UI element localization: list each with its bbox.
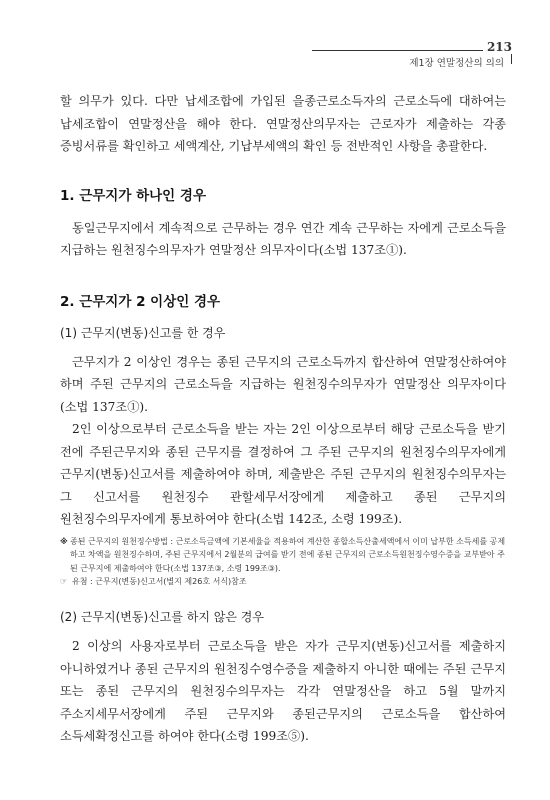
- section-2-title: 2. 근무지가 2 이상인 경우: [60, 293, 221, 310]
- note-text: 종된 근무지의 원천징수방법 : 근로소득금액에 기본세율을 적용하여 계산한 종합소득산출세액에서 이미 납부한 소득세를 공제하고 차액을 원천징수하며, 주된 근무지에서 2월분의 급여를 받기 전에 종된 근무지의 근로소득원천징수영수증을 교부받아 주된 근무지에 제출하여야 한다(소법 137조③, 소령 199조③).: [70, 536, 506, 573]
- page-header: [312, 40, 512, 70]
- page-number: 213: [483, 40, 512, 54]
- subsection-1-paragraph-1: 근무지가 2 이상인 경우는 종된 근무지의 근로소득까지 합산하여 연말정산하여야 하며 주된 근무지의 근로소득을 지급하는 원천징수의무자가 연말정산 의무자이다(소법 137조①).: [60, 354, 506, 414]
- subsection-2-paragraph: 2 이상의 사용자로부터 근로소득을 받은 자가 근무지(변동)신고서를 제출하지 아니하였거나 종된 근무지의 원천징수영수증을 제출하지 아니한 때에는 주된 근무지 또는 종된 근무지의 원천징수의무자는 각각 연말정산을 하고 5월 말까지 주소지세무서장에게 주된 근무지와 종된근무지의 근로소득을 합산하여 소득세확정신고를 하여야 한다(소령 199조⑤).: [60, 639, 506, 743]
- section-1-paragraph: 동일근무지에서 계속적으로 근무하는 경우 연간 계속 근무하는 자에게 근로소득을 지급하는 원천징수의무자가 연말정산 의무자이다(소법 137조①).: [60, 220, 506, 257]
- reference-note: [60, 575, 506, 588]
- hand-pointer-icon: ☞: [60, 577, 68, 586]
- reference-text: 유첨 : 근무지(변동)신고서(별지 제26호 서식)참조: [72, 577, 247, 586]
- subsection-1-paragraph-2: 2인 이상으로부터 근로소득을 받는 자는 2인 이상으로부터 해당 근로소득을 받기 전에 주된근무지와 종된 근무지를 결정하여 그 주된 근무지의 원천징수의무자에게 근무지(변동)신고서를 제출하여야 하며, 제출받은 주된 근무지의 원천징수의무자는 그 신고서를 원천징수 관할세무서장에게 제출하고 종된 근무지의 원천징수의무자에게 통보하여야 한다(소법 142조, 소령 199조).: [60, 422, 506, 526]
- subsection-1-title: (1) 근무지(변동)신고를 한 경우: [60, 325, 226, 340]
- section-1-title: 1. 근무지가 하나인 경우: [60, 187, 206, 204]
- intro-paragraph: 할 의무가 있다. 다만 납세조합에 가입된 을종근로소득자의 근로소득에 대하여는 납세조합이 연말정산을 해야 한다. 연말정산의무자는 근로자가 제출하는 각종 증빙서류를 확인하고 세액계산, 기납부세액의 확인 등 전반적인 사항을 총괄한다.: [60, 94, 506, 153]
- subsection-2-title: (2) 근무지(변동)신고를 하지 않은 경우: [60, 610, 264, 624]
- page-content: [60, 90, 506, 748]
- chapter-title: 제1장 연말정산의 의의: [409, 58, 504, 69]
- note: [60, 535, 506, 576]
- note-mark: ※: [60, 536, 68, 546]
